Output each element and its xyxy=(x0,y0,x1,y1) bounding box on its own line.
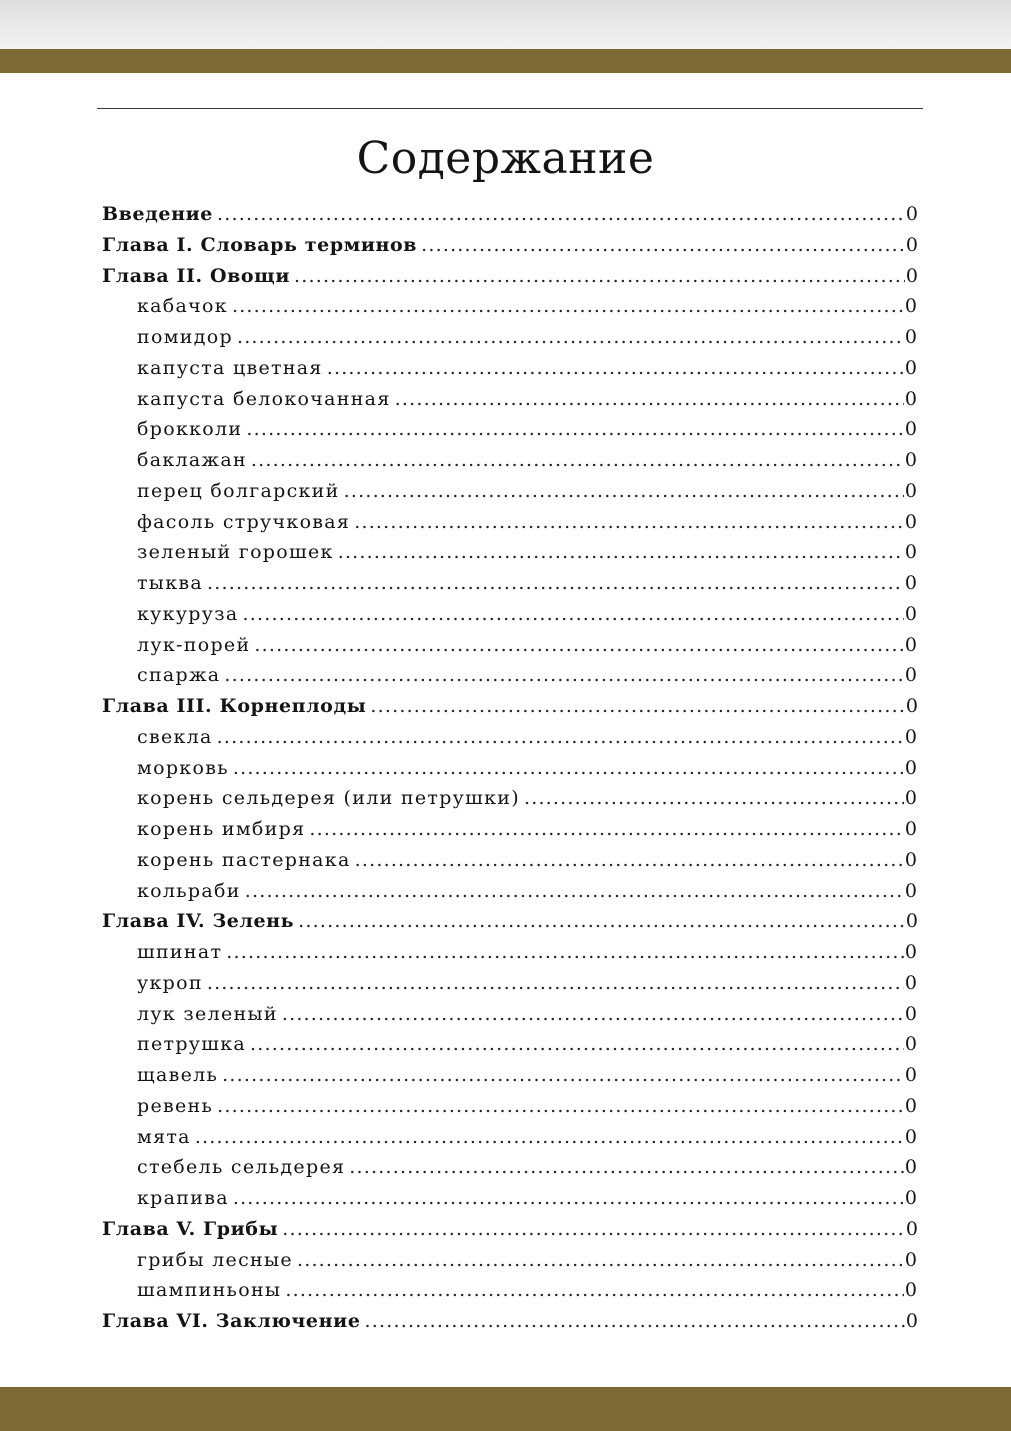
toc-subentry xyxy=(137,353,917,383)
toc-dot-leader xyxy=(421,230,905,260)
toc-entry-label: зеленый горошек xyxy=(137,541,334,564)
toc-entry-label: помидор xyxy=(137,326,233,348)
toc-dot-leader xyxy=(243,599,904,629)
toc-page-number: 0 xyxy=(904,818,917,840)
toc-dot-leader xyxy=(245,876,904,906)
toc-entry-label: крапива xyxy=(137,1187,229,1209)
toc-subentry xyxy=(137,1091,917,1121)
toc-page-number: 0 xyxy=(904,510,917,533)
toc-chapter-entry xyxy=(102,230,918,260)
toc-page-number: 0 xyxy=(904,879,917,902)
toc-subentry xyxy=(137,322,917,352)
toc-page-number: 0 xyxy=(904,1187,917,1209)
toc-entry-label: свекла xyxy=(137,725,213,748)
toc-page-number: 0 xyxy=(904,941,917,963)
toc-page-number: 0 xyxy=(904,1156,917,1179)
toc-entry-label: кольраби xyxy=(137,879,241,902)
page-title: Содержание xyxy=(356,133,655,184)
toc-dot-leader xyxy=(344,476,904,506)
toc-chapter-entry xyxy=(102,906,918,936)
toc-dot-leader xyxy=(232,291,904,321)
toc-entry-label: лук зеленый xyxy=(137,1002,278,1025)
toc-page-number: 0 xyxy=(905,264,918,287)
toc-page-number: 0 xyxy=(904,541,917,564)
toc-entry-label: корень сельдерея (или петрушки) xyxy=(137,787,520,810)
toc-subentry xyxy=(137,568,917,598)
toc-page-number: 0 xyxy=(904,295,917,318)
toc-dot-leader xyxy=(370,691,905,721)
toc-page-number: 0 xyxy=(904,756,917,779)
toc-chapter-entry xyxy=(102,691,918,721)
toc-entry-label: спаржа xyxy=(137,664,221,687)
toc-entry-label: грибы лесные xyxy=(137,1248,293,1271)
toc-page-number: 0 xyxy=(904,387,917,410)
toc-entry-label: лук-порей xyxy=(137,633,251,656)
toc-dot-leader xyxy=(226,937,904,967)
toc-dot-leader xyxy=(282,999,904,1029)
toc-subentry xyxy=(137,753,917,783)
toc-page-number: 0 xyxy=(904,664,917,687)
toc-page-number: 0 xyxy=(904,848,917,871)
toc-entry-label: Глава II. Овощи xyxy=(102,264,291,287)
toc-entry-label: тыква xyxy=(137,572,204,594)
toc-entry-label: Глава IV. Зелень xyxy=(102,910,295,933)
toc-dot-leader xyxy=(524,783,904,813)
toc-dot-leader xyxy=(217,199,905,229)
toc-dot-leader xyxy=(207,968,904,998)
toc-dot-leader xyxy=(282,1214,905,1244)
toc-dot-leader xyxy=(217,722,904,752)
toc-entry-label: укроп xyxy=(137,971,203,994)
toc-page-number: 0 xyxy=(904,1033,917,1056)
toc-entry-label: Глава III. Корнеплоды xyxy=(102,695,367,717)
toc-dot-leader xyxy=(395,384,904,414)
toc-subentry xyxy=(137,845,917,875)
toc-subentry xyxy=(137,291,917,321)
toc-chapter-entry xyxy=(102,1214,918,1244)
toc-entry-label: Глава VI. Заключение xyxy=(102,1310,361,1332)
document-page xyxy=(0,73,1011,1387)
toc-dot-leader xyxy=(297,1245,904,1275)
toc-page-number: 0 xyxy=(905,910,918,933)
toc-page-number: 0 xyxy=(905,203,918,225)
toc-entry-label: шампиньоны xyxy=(137,1279,282,1302)
toc-entry-label: баклажан xyxy=(137,449,247,471)
toc-dot-leader xyxy=(237,322,904,352)
top-decorative-band xyxy=(0,49,1011,73)
toc-dot-leader xyxy=(195,1122,904,1152)
toc-subentry xyxy=(137,876,917,906)
toc-page-number: 0 xyxy=(905,1310,918,1332)
toc-entry-label: щавель xyxy=(137,1064,219,1086)
toc-entry-label: Глава V. Грибы xyxy=(102,1217,279,1240)
toc-subentry xyxy=(137,445,917,475)
toc-dot-leader xyxy=(294,261,905,291)
toc-page-number: 0 xyxy=(904,725,917,748)
toc-page-number: 0 xyxy=(904,1125,917,1148)
toc-entry-label: ревень xyxy=(137,1094,214,1117)
toc-page-number: 0 xyxy=(904,1248,917,1271)
toc-dot-leader xyxy=(207,568,904,598)
toc-subentry xyxy=(137,814,917,844)
toc-dot-leader xyxy=(285,1275,904,1305)
toc-subentry xyxy=(137,1060,917,1090)
toc-page-number: 0 xyxy=(904,572,917,594)
toc-entry-label: капуста белокочанная xyxy=(137,387,391,410)
toc-entry-label: фасоль стручковая xyxy=(137,510,351,533)
header-rule xyxy=(97,108,923,109)
toc-page-number: 0 xyxy=(904,1002,917,1025)
toc-subentry xyxy=(137,537,917,567)
toc-dot-leader xyxy=(354,507,904,537)
toc-page-number: 0 xyxy=(904,971,917,994)
toc-subentry xyxy=(137,783,917,813)
toc-page-number: 0 xyxy=(904,356,917,379)
toc-entry-label: петрушка xyxy=(137,1033,247,1056)
toc-entry-label: мята xyxy=(137,1125,191,1148)
toc-dot-leader xyxy=(254,630,903,660)
top-backdrop xyxy=(0,0,1011,49)
toc-subentry xyxy=(137,476,917,506)
toc-dot-leader xyxy=(338,537,904,567)
toc-dot-leader xyxy=(365,1306,905,1336)
toc-page-number: 0 xyxy=(904,633,917,656)
toc-subentry xyxy=(137,1183,917,1213)
toc-page-number: 0 xyxy=(904,602,917,625)
toc-subentry xyxy=(137,630,917,660)
toc-entry-label: кукуруза xyxy=(137,602,239,625)
toc-dot-leader xyxy=(251,445,904,475)
toc-page-number: 0 xyxy=(904,449,917,471)
toc-subentry xyxy=(137,507,917,537)
toc-dot-leader xyxy=(233,753,904,783)
toc-subentry xyxy=(137,414,917,444)
toc-dot-leader xyxy=(309,814,904,844)
toc-entry-label: Глава I. Словарь терминов xyxy=(102,233,418,256)
toc-subentry xyxy=(137,999,917,1029)
toc-dot-leader xyxy=(224,660,904,690)
toc-entry-label: Введение xyxy=(102,203,213,225)
toc-entry-label: перец болгарский xyxy=(137,479,340,502)
toc-dot-leader xyxy=(327,353,904,383)
toc-dot-leader xyxy=(349,1152,904,1182)
toc-entry-label: корень имбиря xyxy=(137,818,306,840)
toc-subentry xyxy=(137,599,917,629)
toc-entry-label: корень пастернака xyxy=(137,848,351,871)
toc-page-number: 0 xyxy=(905,695,918,717)
toc-dot-leader xyxy=(250,1029,904,1059)
toc-subentry xyxy=(137,968,917,998)
toc-page-number: 0 xyxy=(904,326,917,348)
toc-subentry xyxy=(137,1122,917,1152)
toc-dot-leader xyxy=(355,845,904,875)
toc-dot-leader xyxy=(246,414,904,444)
toc-chapter-entry xyxy=(102,199,918,229)
toc-page-number: 0 xyxy=(904,1064,917,1086)
toc-subentry xyxy=(137,937,917,967)
toc-page-number: 0 xyxy=(904,418,917,441)
toc-entry-label: кабачок xyxy=(137,295,228,318)
toc-page-number: 0 xyxy=(904,787,917,810)
toc-subentry xyxy=(137,660,917,690)
toc-chapter-entry xyxy=(102,261,918,291)
toc-subentry xyxy=(137,384,917,414)
toc-entry-label: стебель сельдерея xyxy=(137,1156,346,1179)
toc-subentry xyxy=(137,722,917,752)
bottom-decorative-band xyxy=(0,1387,1011,1431)
toc-subentry xyxy=(137,1275,917,1305)
toc-subentry xyxy=(137,1029,917,1059)
toc-page-number: 0 xyxy=(905,1217,918,1240)
toc-page-number: 0 xyxy=(904,1094,917,1117)
toc-dot-leader xyxy=(217,1091,904,1121)
toc-entry-label: брокколи xyxy=(137,418,243,441)
toc-dot-leader xyxy=(298,906,905,936)
toc-subentry xyxy=(137,1245,917,1275)
toc-page-number: 0 xyxy=(905,233,918,256)
toc-page-number: 0 xyxy=(904,479,917,502)
toc-subentry xyxy=(137,1152,917,1182)
toc-dot-leader xyxy=(222,1060,904,1090)
toc-page-number: 0 xyxy=(904,1279,917,1302)
toc-chapter-entry xyxy=(102,1306,918,1336)
toc-dot-leader xyxy=(233,1183,904,1213)
toc-entry-label: морковь xyxy=(137,756,229,779)
toc-entry-label: капуста цветная xyxy=(137,356,323,379)
toc-entry-label: шпинат xyxy=(137,941,223,963)
